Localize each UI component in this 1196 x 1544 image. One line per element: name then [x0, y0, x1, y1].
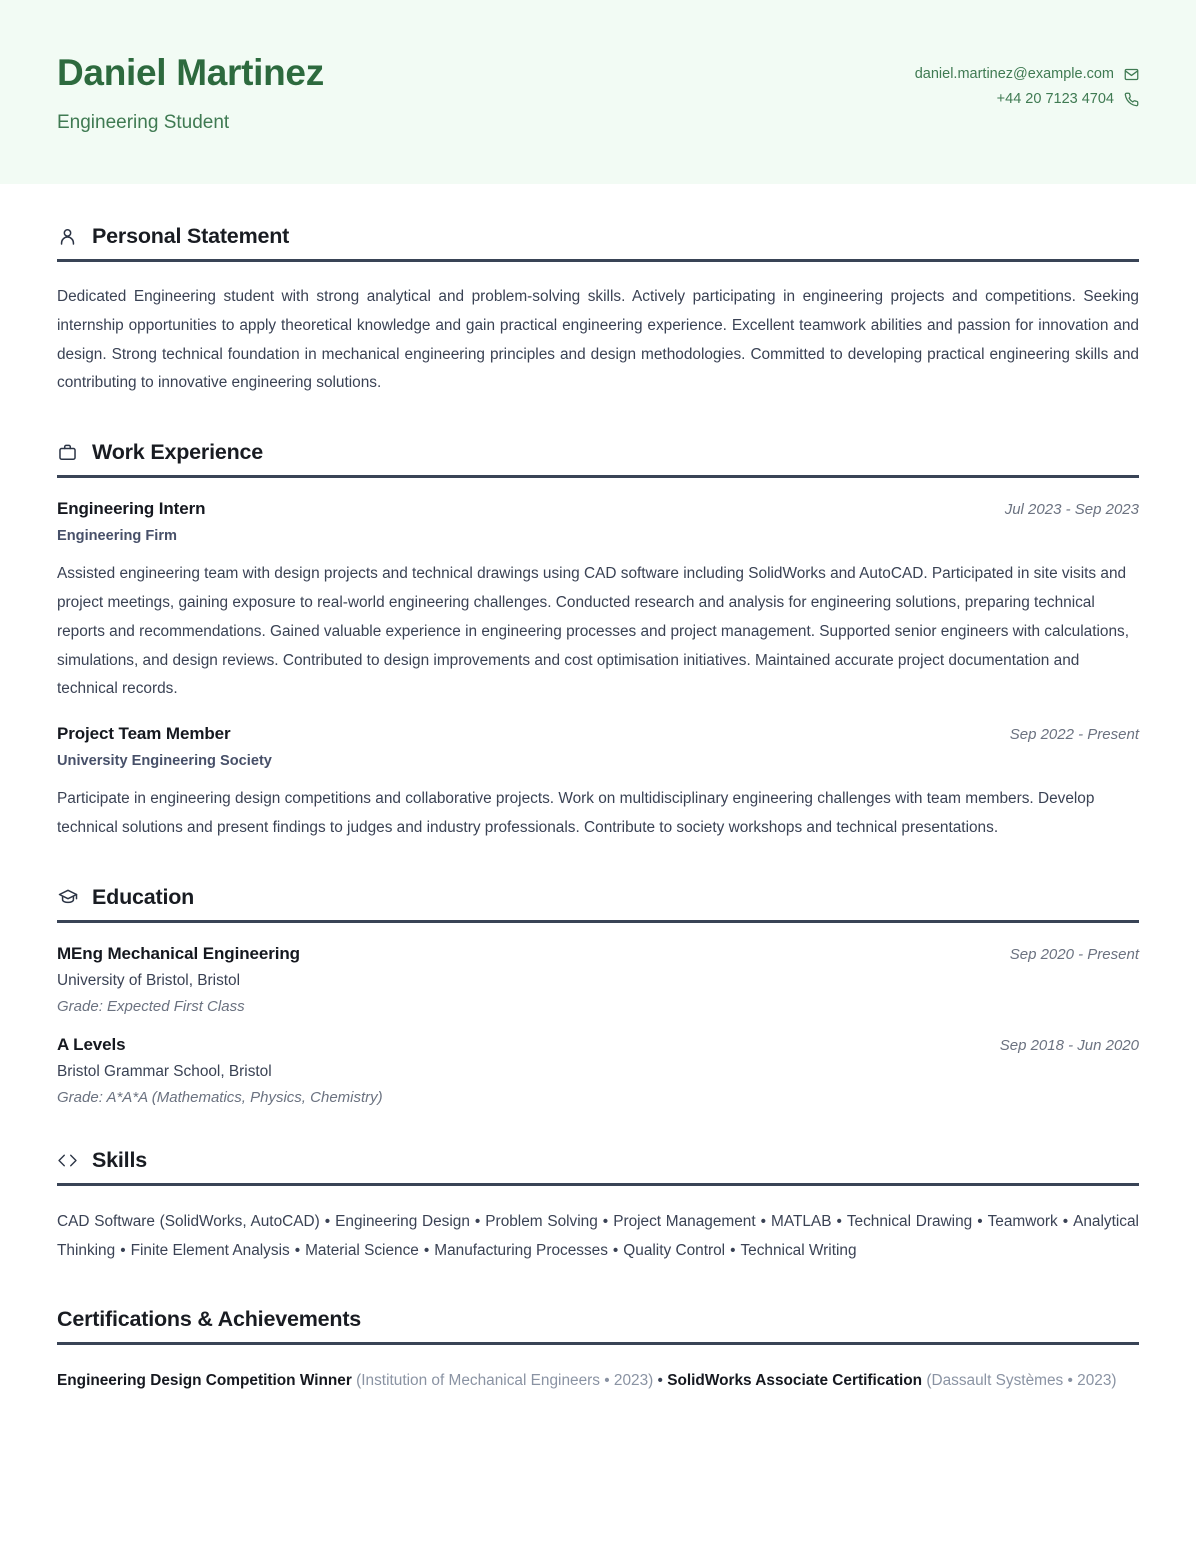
skill-separator: •: [423, 1242, 430, 1260]
education-entry: [57, 944, 1139, 1015]
work-experience-title: Work Experience: [92, 440, 264, 465]
skill-separator: •: [120, 1242, 126, 1260]
resume-header: [0, 0, 1196, 184]
code-brackets-icon: [57, 1150, 78, 1171]
phone-icon: [1123, 91, 1139, 107]
education-title: Education: [92, 884, 195, 909]
education-body: [57, 923, 1139, 1106]
work-entry: [57, 499, 1139, 704]
certification-separator: •: [653, 1372, 668, 1390]
education-grade: Grade: A*A*A (Mathematics, Physics, Chemistry): [57, 1088, 383, 1106]
candidate-name: Daniel Martinez: [57, 52, 324, 93]
work-entry-company: University Engineering Society: [57, 753, 272, 770]
skills-body: [57, 1186, 1139, 1266]
section-education: [57, 885, 1139, 1106]
education-entry: [57, 1035, 1139, 1106]
skill-separator: •: [730, 1242, 736, 1260]
work-entry-role: Engineering Intern: [57, 499, 206, 519]
skill-item: Finite Element Analysis: [130, 1242, 290, 1260]
work-experience-body: [57, 478, 1139, 843]
education-grade: Grade: Expected First Class: [57, 997, 245, 1015]
education-school: University of Bristol, Bristol: [57, 971, 241, 989]
header-contact: [915, 46, 1139, 116]
personal-statement-title: Personal Statement: [92, 224, 290, 248]
skill-item: Problem Solving: [485, 1212, 598, 1230]
skill-item: Engineering Design: [335, 1212, 470, 1230]
personal-statement-text: Dedicated Engineering student with strong analytical and problem-solving skills. Actively participating in engineering projects and competitions. Seeking internship opportunities to apply theoretical knowledge and gain practical engineering experience. Excellent teamwork abilities and passion for innovation and design. Strong technical foundation in mechanical engineering principles and design methodologies. Committed to developing practical engineering skills and contributing to innovative engineering solutions.: [57, 288, 1139, 392]
education-header: [57, 885, 1139, 920]
certifications-title: Certifications & Achievements: [57, 1307, 362, 1332]
skill-separator: •: [324, 1212, 331, 1230]
contact-phone[interactable]: [915, 91, 1139, 107]
skill-item: Project Management: [613, 1212, 756, 1230]
skill-separator: •: [760, 1212, 767, 1230]
certification-meta: (Dassault Systèmes • 2023): [922, 1372, 1117, 1390]
skill-separator: •: [836, 1212, 842, 1230]
skill-item: Analytical Thinking: [57, 1212, 1139, 1260]
graduation-cap-icon: [57, 887, 78, 908]
skill-item: Technical Writing: [740, 1242, 857, 1260]
section-certifications: [57, 1307, 1139, 1396]
work-entry-header: [57, 499, 1139, 519]
certifications-header: [57, 1307, 1139, 1342]
work-entry-description: Assisted engineering team with design projects and technical drawings using CAD software including SolidWorks and AutoCAD. Participated in site visits and project meetings, gaining exposure to real-world engineering challenges. Conducted research and analysis for engineering solutions, preparing technical reports and recommendations. Gained valuable experience in engineering processes and project management. Supported senior engineers with calculations, simulations, and design reviews. Contributed to design improvements and cost optimisation initiatives. Maintained accurate project documentation and technical records.: [57, 565, 1130, 698]
work-entry: [57, 724, 1139, 843]
education-date: Sep 2018 - Jun 2020: [999, 1036, 1139, 1054]
personal-statement-header: [57, 224, 1139, 259]
certifications-list: [57, 1366, 1139, 1396]
person-icon: [57, 226, 78, 247]
contact-email-text: daniel.martinez@example.com: [914, 66, 1114, 82]
skill-item: MATLAB: [771, 1212, 832, 1230]
education-date: Sep 2020 - Present: [1009, 945, 1139, 963]
education-entry-header: [57, 944, 1139, 964]
skill-separator: •: [294, 1242, 301, 1260]
skills-header: [57, 1148, 1139, 1183]
contact-phone-text: +44 20 7123 4704: [996, 91, 1114, 107]
skill-separator: •: [977, 1212, 983, 1230]
education-degree: MEng Mechanical Engineering: [57, 943, 300, 963]
contact-email[interactable]: [915, 66, 1139, 82]
skill-item: Teamwork: [987, 1212, 1058, 1230]
section-work-experience: [57, 440, 1139, 843]
skill-item: Manufacturing Processes: [434, 1242, 608, 1260]
certification-name: Engineering Design Competition Winner: [57, 1372, 352, 1390]
briefcase-icon: [57, 442, 78, 463]
education-degree: A Levels: [57, 1034, 126, 1054]
skill-item: Quality Control: [623, 1242, 726, 1260]
education-entry-header: [57, 1035, 1139, 1055]
skill-separator: •: [602, 1212, 609, 1230]
education-school: Bristol Grammar School, Bristol: [57, 1062, 272, 1080]
skill-separator: •: [612, 1242, 619, 1260]
candidate-job-title: Engineering Student: [57, 111, 230, 133]
skill-item: CAD Software (SolidWorks, AutoCAD): [57, 1212, 320, 1230]
section-personal-statement: [57, 224, 1139, 398]
skill-separator: •: [474, 1212, 481, 1230]
work-entry-description: Participate in engineering design competitions and collaborative projects. Work on multidisciplinary engineering challenges with team members. Develop technical solutions and present findings to judges and industry professionals. Contribute to society workshops and technical presentations.: [57, 790, 1095, 836]
section-skills: [57, 1148, 1139, 1266]
work-entry-role: Project Team Member: [57, 724, 231, 744]
work-entry-company: Engineering Firm: [57, 528, 178, 545]
work-entry-date: Sep 2022 - Present: [1009, 726, 1139, 744]
header-identity: [57, 46, 324, 134]
work-entry-header: [57, 724, 1139, 744]
work-experience-header: [57, 440, 1139, 475]
skill-item: Technical Drawing: [846, 1212, 973, 1230]
skills-title: Skills: [92, 1147, 147, 1172]
certifications-body: [57, 1345, 1139, 1396]
resume-content: [0, 224, 1196, 1396]
certification-meta: (Institution of Mechanical Engineers • 2023): [351, 1372, 654, 1390]
envelope-icon: [1123, 66, 1139, 82]
skill-separator: •: [1062, 1212, 1069, 1230]
skills-list: [57, 1207, 1139, 1266]
certification-name: SolidWorks Associate Certification: [667, 1372, 923, 1390]
skill-item: Material Science: [305, 1242, 419, 1260]
personal-statement-body: [57, 262, 1139, 398]
work-entry-date: Jul 2023 - Sep 2023: [1004, 501, 1139, 519]
